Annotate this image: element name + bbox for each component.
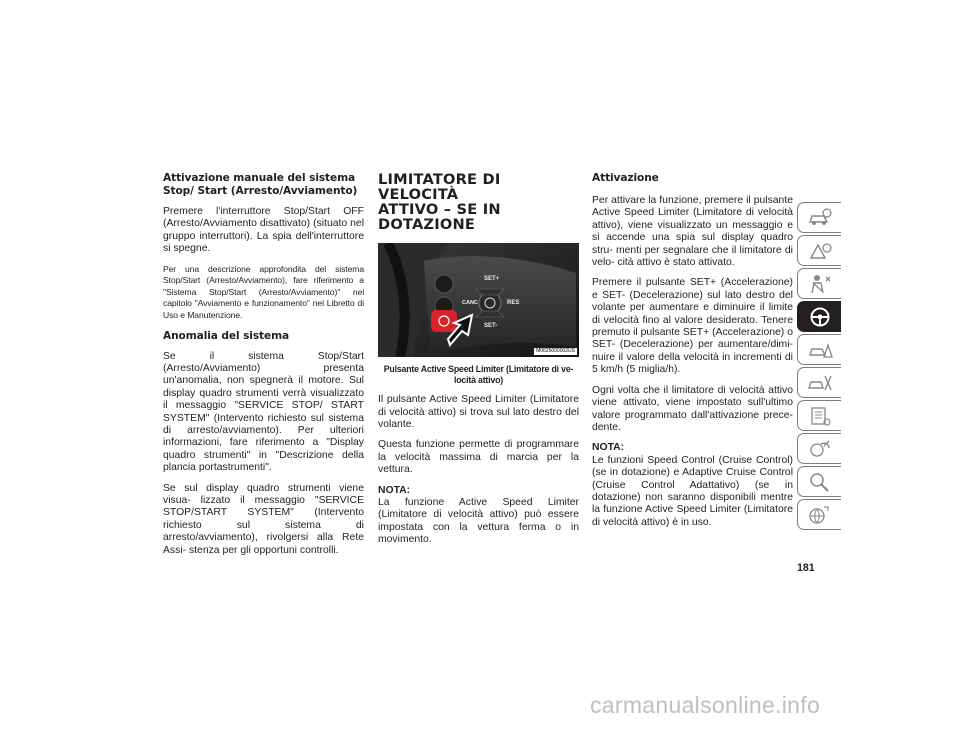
section-heading-activation: Attivazione [592,172,659,184]
note-text: La funzione Active Speed Limiter (Limitatore di velocità attivo) può essere impostata con la vettura ferma o in movimento. [378,497,579,546]
reference-paragraph: Per una descrizione approfondita del sistema Stop/Start (Arresto/Avviamento), fare riferimento a "Sistema Stop/Start (Arresto/Avviamento)" nel capitolo "Avviamento e funzionamento" nel Libretto di Uso e Manutenzione. [163,263,364,320]
steering-wheel-icon [807,306,833,328]
tab-multimedia[interactable] [797,433,841,464]
paragraph: Se sul display quadro strumenti viene visua- lizzato il messaggio "SERVICE STOP/START SYSTEM" (Intervento richiesto sul sistema di arresto/avviamento), rivolgersi alla Rete Assi- stenza per gli opportuni controlli. [163,482,364,556]
tab-getting-started[interactable] [797,202,841,233]
tab-servicing[interactable] [797,367,841,398]
left-column [163,172,364,565]
car-gauge-icon [807,207,833,229]
tab-technical-specs[interactable] [797,400,841,431]
note-label: NOTA: [378,484,411,496]
figure-code: M0625000002US [536,348,575,354]
limiter-button [431,310,457,332]
tab-instrument-panel[interactable] [797,235,841,266]
tab-starting-operating[interactable] [797,301,841,332]
paragraph: Se il sistema Stop/Start (Arresto/Avviamento) presenta un'anomalia, non spegnerà il motore. Sul display quadro strumenti verrà visualizzato il messaggio "SERVICE STOP/ START SYSTEM" (Intervento richiesto sul sistema di arresto/avviamento). Per ulteriori informazioni, fare riferimento a "Display quadro strumenti" in "Descrizione della plancia portastrumenti". [163,350,364,474]
tab-index[interactable] [797,466,841,497]
safety-belt-icon [807,273,833,295]
paragraph: Per attivare la funzione, premere il pulsante Active Speed Limiter (Limitatore di velocità attivo), viene visualizzato un messaggio e si accende una spia sul display quadro stru- menti per segnalare che il limitatore di velo- cità attivo è stato attivato. [592,195,793,269]
canc-label: CANC [462,300,478,306]
title-line: LIMITATORE DI VELOCITÀ [378,171,501,203]
steering-wheel-figure [378,243,579,357]
tab-languages[interactable] [797,499,841,530]
paragraph: Questa funzione permette di programmare la velocità massima di marcia per la vettura. [378,439,579,476]
res-label: RES [507,300,520,306]
watermark: carmanualsonline.info [590,692,821,718]
paragraph: Il pulsante Active Speed Limiter (Limitatore di velocità attivo) si trova sul lato destro del volante. [378,394,579,430]
multimedia-icon [807,438,833,460]
section-heading-stop-start: Attivazione manuale del sistema Stop/ Start (Arresto/Avviamento) [163,172,358,197]
note-text: Le funzioni Speed Control (Cruise Control) (se in dotazione) e Adaptive Cruise Control (Cruise Control Adattativo) (se in dotazione) non saranno disponibili mentre la funzione Active Speed Limiter (Limitatore di velocità attivo) è in uso. [592,454,793,528]
figure-caption: Pulsante Active Speed Limiter (Limitatore di ve- locità attivo) [383,364,574,385]
set-minus-label: SET- [484,323,498,329]
paragraph: Ogni volta che il limitatore di velocità attivo viene attivato, viene impostato sull'ultimo valore programmato dall'attivazione prece- dente. [592,384,793,433]
steering-wheel-illustration [378,243,579,357]
title-line: ATTIVO – SE IN DOTAZIONE [378,201,501,233]
car-service-icon [807,372,833,394]
globe-icon [807,504,833,526]
middle-column [378,172,579,555]
page-number: 181 [797,562,815,574]
maintenance-list-icon [807,405,833,427]
tab-safety[interactable] [797,268,841,299]
warning-light-icon [807,240,833,262]
search-icon [807,471,833,493]
roadside-icon [807,339,833,361]
tab-emergency[interactable] [797,334,841,365]
set-plus-label: SET+ [484,276,500,282]
paragraph: Premere il pulsante SET+ (Accelerazione) e SET- (Decelerazione) sul lato destro del volante per aumentare e diminuire il limite di velocità fino al valore desiderato. Tenere premuto il pulsante SET+ (Accelerazione) o SET- (Decelerazione) per aumentare/dimi- nuire il valore della velocità in incrementi di 5 km/h (5 miglia/h). [592,277,793,376]
paragraph: Premere l'interruttore Stop/Start OFF (Arresto/Avviamento disattivato) (situato nel gruppo interruttori). La spia dell'interruttore si spegne. [163,206,364,255]
page-title [378,172,579,232]
note-label: NOTA: [592,442,625,454]
right-column [592,172,793,537]
section-heading-anomaly: Anomalia del sistema [163,329,290,342]
